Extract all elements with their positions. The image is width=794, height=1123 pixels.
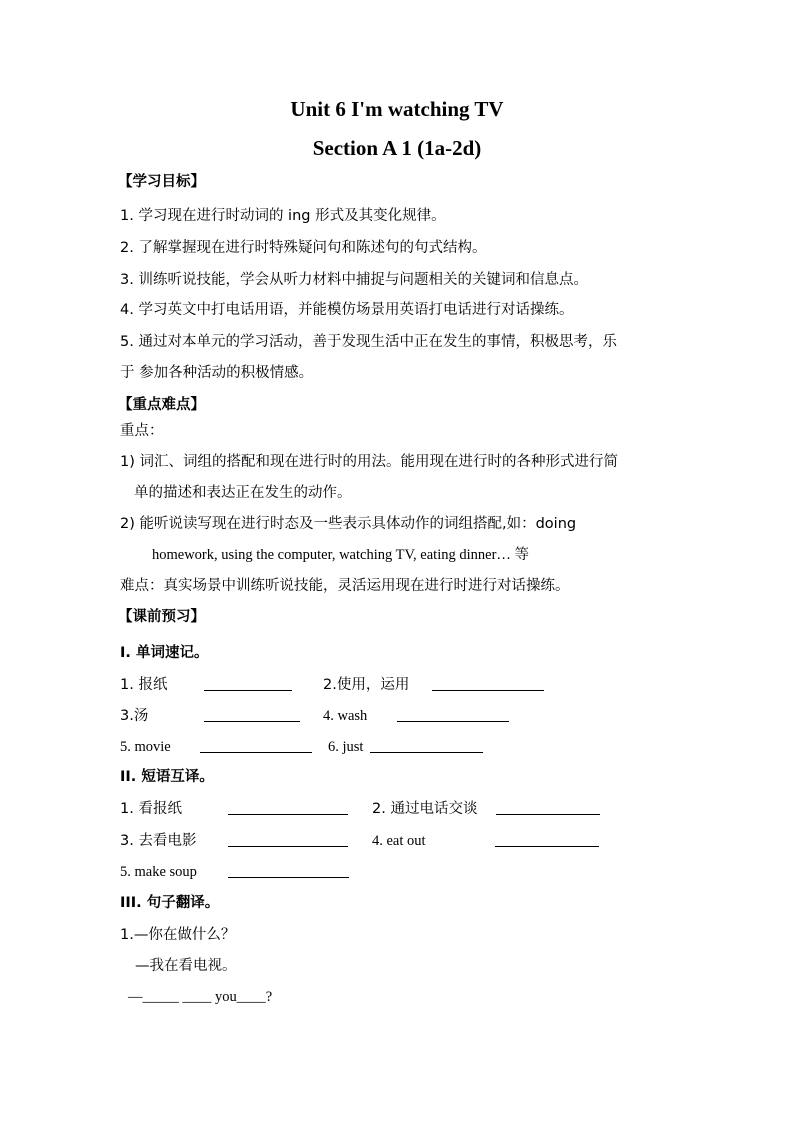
objective-item: 3. 训练听说技能，学会从听力材料中捕捉与问题相关的关键词和信息点。 [120,272,588,288]
objective-item: 4. 学习英文中打电话用语，并能模仿场景用英语打电话进行对话操练。 [120,302,574,318]
key-points-heading: 【重点难点】 [118,397,205,413]
part3-title: III. 句子翻译。 [120,895,220,911]
answer-blank[interactable] [228,863,349,878]
objectives-heading: 【学习目标】 [118,174,205,190]
fill-in-sentence[interactable]: —_____ ____ you____? [128,989,273,1005]
answer-blank[interactable] [200,738,312,753]
vocab-item: 6. just [328,739,364,755]
objective-item: 5. 通过对本单元的学习活动，善于发现生活中正在发生的事情，积极思考，乐 [120,334,617,350]
section-title: Section A 1 (1a-2d) [312,136,482,160]
answer-blank[interactable] [370,738,483,753]
phrase-item: 2. 通过电话交谈 [372,801,478,817]
focus-item: 1) 词汇、词组的搭配和现在进行时的用法。能用现在进行时的各种形式进行简 [120,454,618,470]
answer-blank[interactable] [496,800,600,815]
answer-blank[interactable] [204,676,292,691]
phrase-item: 3. 去看电影 [120,833,197,849]
answer-blank[interactable] [495,832,599,847]
difficulty-text: 难点：真实场景中训练听说技能，灵活运用现在进行时进行对话操练。 [120,578,570,594]
vocab-item: 2.使用，运用 [323,677,410,693]
phrase-item: 4. eat out [372,833,426,849]
focus-item-continued: 单的描述和表达正在发生的动作。 [134,485,352,501]
answer-blank[interactable] [228,832,348,847]
phrase-item: 5. make soup [120,864,197,880]
part1-title: I. 单词速记。 [120,645,209,661]
focus-item: 2) 能听说读写现在进行时态及一些表示具体动作的词组搭配,如：doing [120,516,577,532]
objective-item: 2. 了解掌握现在进行时特殊疑问句和陈述句的句式结构。 [120,240,487,256]
vocab-item: 3.汤 [120,708,149,724]
objective-item: 1. 学习现在进行时动词的 ing 形式及其变化规律。 [120,208,446,224]
answer-blank[interactable] [432,676,544,691]
preview-heading: 【课前预习】 [118,609,205,625]
unit-title: Unit 6 I'm watching TV [290,97,504,121]
answer-blank[interactable] [228,800,348,815]
vocab-item: 4. wash [323,708,368,724]
sentence-question: 1.—你在做什么？ [120,927,236,943]
vocab-item: 1. 报纸 [120,677,168,693]
phrase-item: 1. 看报纸 [120,801,182,817]
objective-item-continued: 于 参加各种活动的积极情感。 [120,365,314,381]
answer-blank[interactable] [204,707,300,722]
sentence-answer: —我在看电视。 [135,958,237,974]
vocab-item: 5. movie [120,739,171,755]
part2-title: II. 短语互译。 [120,769,214,785]
focus-label: 重点： [120,423,164,439]
focus-item-continued: homework, using the computer, watching TV, eating dinner… 等 [152,547,530,563]
answer-blank[interactable] [397,707,509,722]
